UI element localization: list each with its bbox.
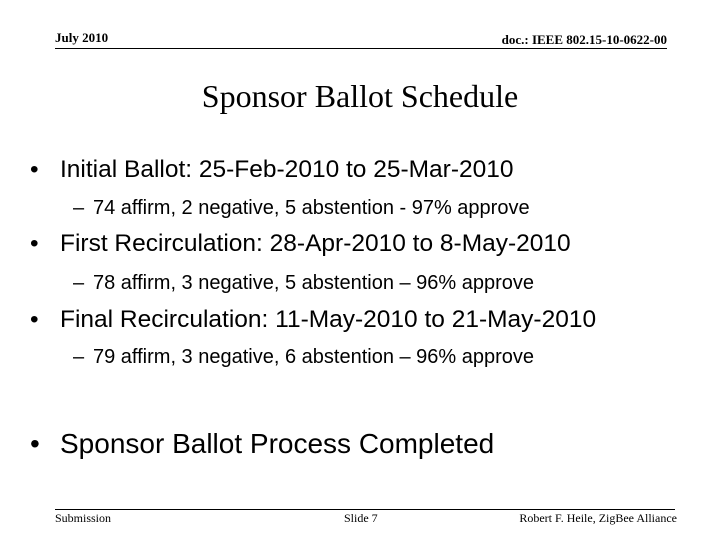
bullet-initial-ballot: [30, 156, 514, 184]
bullet-text: Sponsor Ballot Process Completed: [60, 428, 495, 459]
bullet-text: Final Recirculation: 11-May-2010 to 21-May-2010: [60, 306, 597, 333]
bullet-icon: •: [30, 428, 40, 459]
slide-title: Sponsor Ballot Schedule: [201, 78, 519, 114]
bullet-text: First Recirculation: 28-Apr-2010 to 8-May-2010: [60, 230, 571, 257]
bullet-final-recirculation: [30, 306, 596, 334]
dash-icon: –: [73, 197, 85, 219]
dash-icon: –: [73, 272, 85, 294]
bullet-icon: •: [30, 306, 39, 333]
bullet-process-completed: [30, 428, 494, 460]
sub-bullet-text: 78 affirm, 3 negative, 5 abstention – 96% approve: [93, 272, 535, 294]
sub-bullet-final-recirculation: [73, 346, 534, 369]
dash-icon: –: [73, 346, 85, 368]
bullet-first-recirculation: [30, 230, 571, 258]
sub-bullet-text: 74 affirm, 2 negative, 5 abstention - 97% approve: [93, 197, 530, 219]
bullet-text: Initial Ballot: 25-Feb-2010 to 25-Mar-2010: [60, 156, 514, 183]
sub-bullet-first-recirculation: [73, 272, 534, 295]
bullet-icon: •: [30, 230, 39, 257]
sub-bullet-text: 79 affirm, 3 negative, 6 abstention – 96% approve: [93, 346, 535, 368]
footer-divider: [55, 509, 675, 510]
footer-slide-number: Slide 7: [344, 511, 378, 525]
header-doc-id: doc.: IEEE 802.15-10-0622-00: [501, 32, 667, 47]
header-date: July 2010: [55, 30, 109, 45]
sub-bullet-initial-ballot: [73, 197, 530, 220]
footer-author: Robert F. Heile, ZigBee Alliance: [519, 511, 677, 525]
footer-submission: Submission: [55, 511, 112, 525]
bullet-icon: •: [30, 156, 39, 183]
